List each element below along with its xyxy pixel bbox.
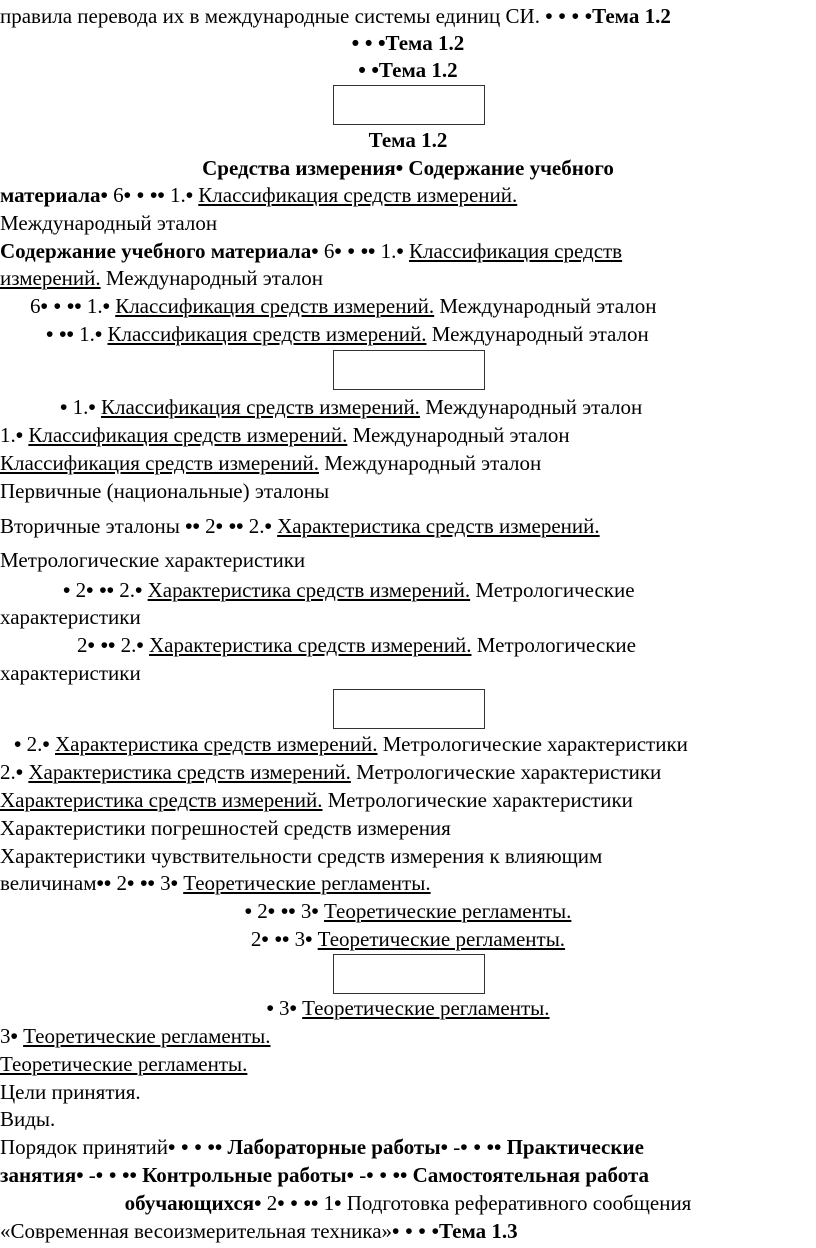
empty-box <box>333 85 485 125</box>
text-line: • 3• Теоретические регламенты. <box>266 996 550 1020</box>
text-line: Международный эталон <box>0 211 218 235</box>
text-line: • 1.• Классификация средств измерений. Международный эталон <box>60 395 643 419</box>
text-line: • • •Тема 1.2 <box>351 31 465 55</box>
text-line: характеристики <box>0 605 141 629</box>
text-line: 2• •• 3• Теоретические регламенты. <box>250 927 566 951</box>
text-line: • •Тема 1.2 <box>358 58 458 82</box>
text-line: величинам•• 2• •• 3• Теоретические регламенты. <box>0 871 431 895</box>
text-line: Порядок принятий• • • •• Лабораторные работы• -• • •• Практические <box>0 1135 644 1159</box>
text-line: • 2.• Характеристика средств измерений. Метрологические характеристики <box>14 732 688 756</box>
text-line: Теоретические регламенты. <box>0 1052 248 1076</box>
text-line: Виды. <box>0 1107 56 1131</box>
text-line: Вторичные эталоны •• 2• •• 2.• Характеристика средств измерений. <box>0 514 600 538</box>
text-line: Метрологические характеристики <box>0 548 306 572</box>
text-line: Цели принятия. <box>0 1080 141 1104</box>
text-line: материала• 6• • •• 1.• Классификация средств измерений. <box>0 183 518 207</box>
text-line: 3• Теоретические регламенты. <box>0 1024 271 1048</box>
text-line: Характеристика средств измерений. Метрологические характеристики <box>0 788 633 812</box>
text-line: • •• 1.• Классификация средств измерений. Международный эталон <box>46 322 649 346</box>
text-line: 1.• Классификация средств измерений. Международный эталон <box>0 423 570 447</box>
heading-topic: Тема 1.2 <box>368 128 448 152</box>
text-line: правила перевода их в международные системы единиц СИ. • • • •Тема 1.2 <box>0 4 671 28</box>
text-line: Характеристики погрешностей средств измерения <box>0 816 451 840</box>
text-line: измерений. Международный эталон <box>0 266 323 290</box>
text-line: 6• • •• 1.• Классификация средств измерений. Международный эталон <box>30 294 657 318</box>
text-line: • 2• •• 2.• Характеристика средств измерений. Метрологические <box>63 578 635 602</box>
empty-box <box>333 350 485 390</box>
empty-box <box>333 954 485 994</box>
text-line: 2• •• 2.• Характеристика средств измерений. Метрологические <box>77 633 636 657</box>
text-line: характеристики <box>0 661 141 685</box>
text-line: • 2• •• 3• Теоретические регламенты. <box>244 899 572 923</box>
text-line: обучающихся• 2• • •• 1• Подготовка реферативного сообщения <box>124 1191 692 1215</box>
text-line: 2.• Характеристика средств измерений. Метрологические характеристики <box>0 760 662 784</box>
text-line: Первичные (национальные) эталоны <box>0 479 330 503</box>
heading-subtitle: Средства измерения• Содержание учебного <box>202 156 614 180</box>
text-line: занятия• -• • •• Контрольные работы• -• • •• Самостоятельная работа <box>0 1163 650 1187</box>
empty-box <box>333 689 485 729</box>
text-line: Содержание учебного материала• 6• • •• 1.• Классификация средств <box>0 239 623 263</box>
text-line: Характеристики чувствительности средств измерения к влияющим <box>0 844 603 868</box>
text-line: «Современная весоизмерительная техника»• • • •Тема 1.3 <box>0 1219 518 1243</box>
text-line: Классификация средств измерений. Международный эталон <box>0 451 542 475</box>
